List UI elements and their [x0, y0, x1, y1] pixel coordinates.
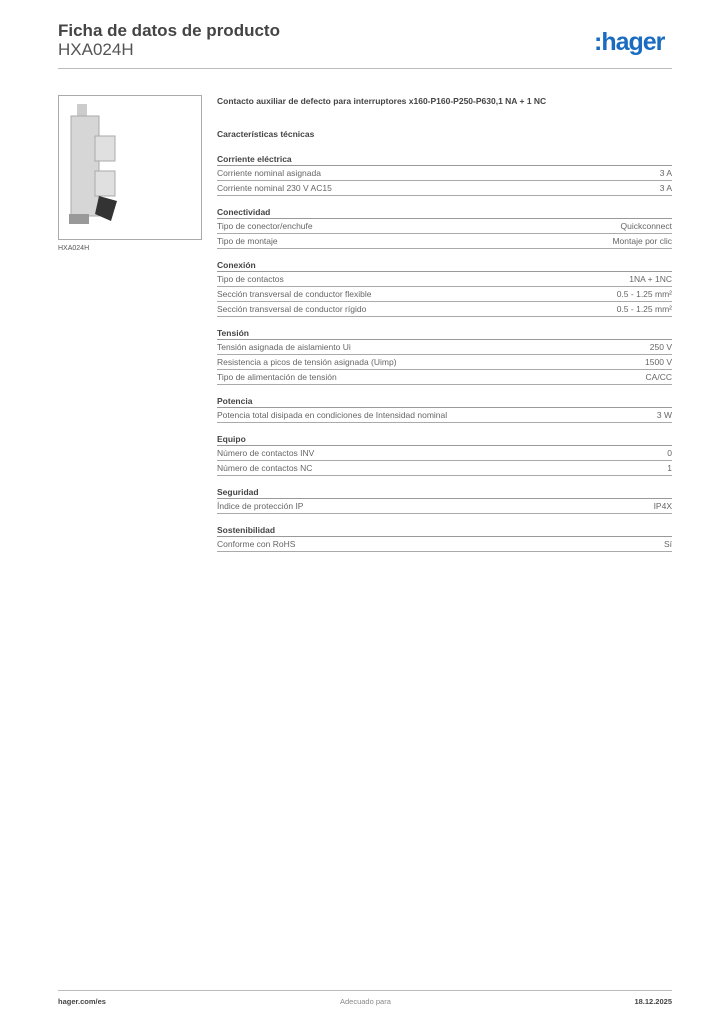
spec-value: 3 W: [656, 410, 672, 420]
spec-row: [217, 302, 672, 317]
section-potencia: [217, 395, 672, 423]
section-title: Corriente eléctrica: [217, 153, 672, 166]
spec-row: [217, 234, 672, 249]
spec-value: 250 V: [649, 342, 672, 352]
spec-value: 3 A: [659, 183, 672, 193]
section-tensi-n: [217, 327, 672, 385]
spec-value: 1NA + 1NC: [629, 274, 672, 284]
spec-value: 0.5 - 1.25 mm²: [616, 289, 672, 299]
section-title: Conexión: [217, 259, 672, 272]
product-code: HXA024H: [58, 40, 134, 59]
spec-label: Sección transversal de conductor rígido: [217, 304, 367, 314]
spec-value: IP4X: [653, 501, 672, 511]
spec-row: [217, 355, 672, 370]
product-details: [217, 95, 672, 562]
section-title: Conectividad: [217, 206, 672, 219]
spec-label: Sección transversal de conductor flexible: [217, 289, 372, 299]
spec-label: Resistencia a picos de tensión asignada (Uimp): [217, 357, 397, 367]
spec-label: Corriente nominal 230 V AC15: [217, 183, 332, 193]
spec-row: [217, 499, 672, 514]
product-image: [58, 95, 202, 240]
spec-value: 1: [667, 463, 672, 473]
footer-website[interactable]: hager.com/es: [58, 997, 106, 1006]
page-title: Ficha de datos de producto: [58, 21, 280, 40]
spec-label: Potencia total disipada en condiciones de Intensidad nominal: [217, 410, 448, 420]
spec-label: Número de contactos NC: [217, 463, 313, 473]
characteristics-title: Características técnicas: [217, 129, 315, 139]
spec-label: Tipo de contactos: [217, 274, 284, 284]
spec-row: [217, 340, 672, 355]
spec-row: [217, 537, 672, 552]
spec-label: Tipo de montaje: [217, 236, 278, 246]
spec-value: Montaje por clic: [612, 236, 672, 246]
spec-value: Quickconnect: [620, 221, 672, 231]
section-equipo: [217, 433, 672, 476]
spec-value: 3 A: [659, 168, 672, 178]
spec-label: Tipo de alimentación de tensión: [217, 372, 337, 382]
spec-row: [217, 446, 672, 461]
spec-value: Sí: [663, 539, 672, 549]
spec-value: CA/CC: [645, 372, 672, 382]
spec-row: [217, 370, 672, 385]
section-title: Tensión: [217, 327, 672, 340]
spec-value: 0.5 - 1.25 mm²: [616, 304, 672, 314]
hager-logo: :hager: [594, 28, 665, 56]
spec-row: [217, 272, 672, 287]
header-divider: [58, 68, 672, 69]
spec-row: [217, 166, 672, 181]
spec-label: Tipo de conector/enchufe: [217, 221, 313, 231]
section-corriente-el-ctrica: [217, 153, 672, 196]
image-caption: HXA024H: [58, 245, 90, 252]
spec-row: [217, 287, 672, 302]
spec-row: [217, 219, 672, 234]
section-conexi-n: [217, 259, 672, 317]
spec-row: [217, 461, 672, 476]
product-description: Contacto auxiliar de defecto para interruptores x160-P160-P250-P630,1 NA + 1 NC: [217, 96, 547, 106]
spec-label: Conforme con RoHS: [217, 539, 296, 549]
section-seguridad: [217, 486, 672, 514]
spec-label: Corriente nominal asignada: [217, 168, 321, 178]
footer-divider: [58, 990, 672, 991]
section-title: Potencia: [217, 395, 672, 408]
section-title: Sostenibilidad: [217, 524, 672, 537]
spec-label: Número de contactos INV: [217, 448, 315, 458]
footer-middle: Adecuado para: [340, 997, 391, 1006]
spec-value: 1500 V: [645, 357, 672, 367]
footer-date: 18.12.2025: [634, 997, 672, 1006]
section-sostenibilidad: [217, 524, 672, 552]
spec-label: Tensión asignada de aislamiento Ui: [217, 342, 351, 352]
spec-row: [217, 408, 672, 423]
spec-row: [217, 181, 672, 196]
section-title: Seguridad: [217, 486, 672, 499]
section-conectividad: [217, 206, 672, 249]
spec-label: Índice de protección IP: [217, 501, 304, 511]
spec-value: 0: [667, 448, 672, 458]
section-title: Equipo: [217, 433, 672, 446]
